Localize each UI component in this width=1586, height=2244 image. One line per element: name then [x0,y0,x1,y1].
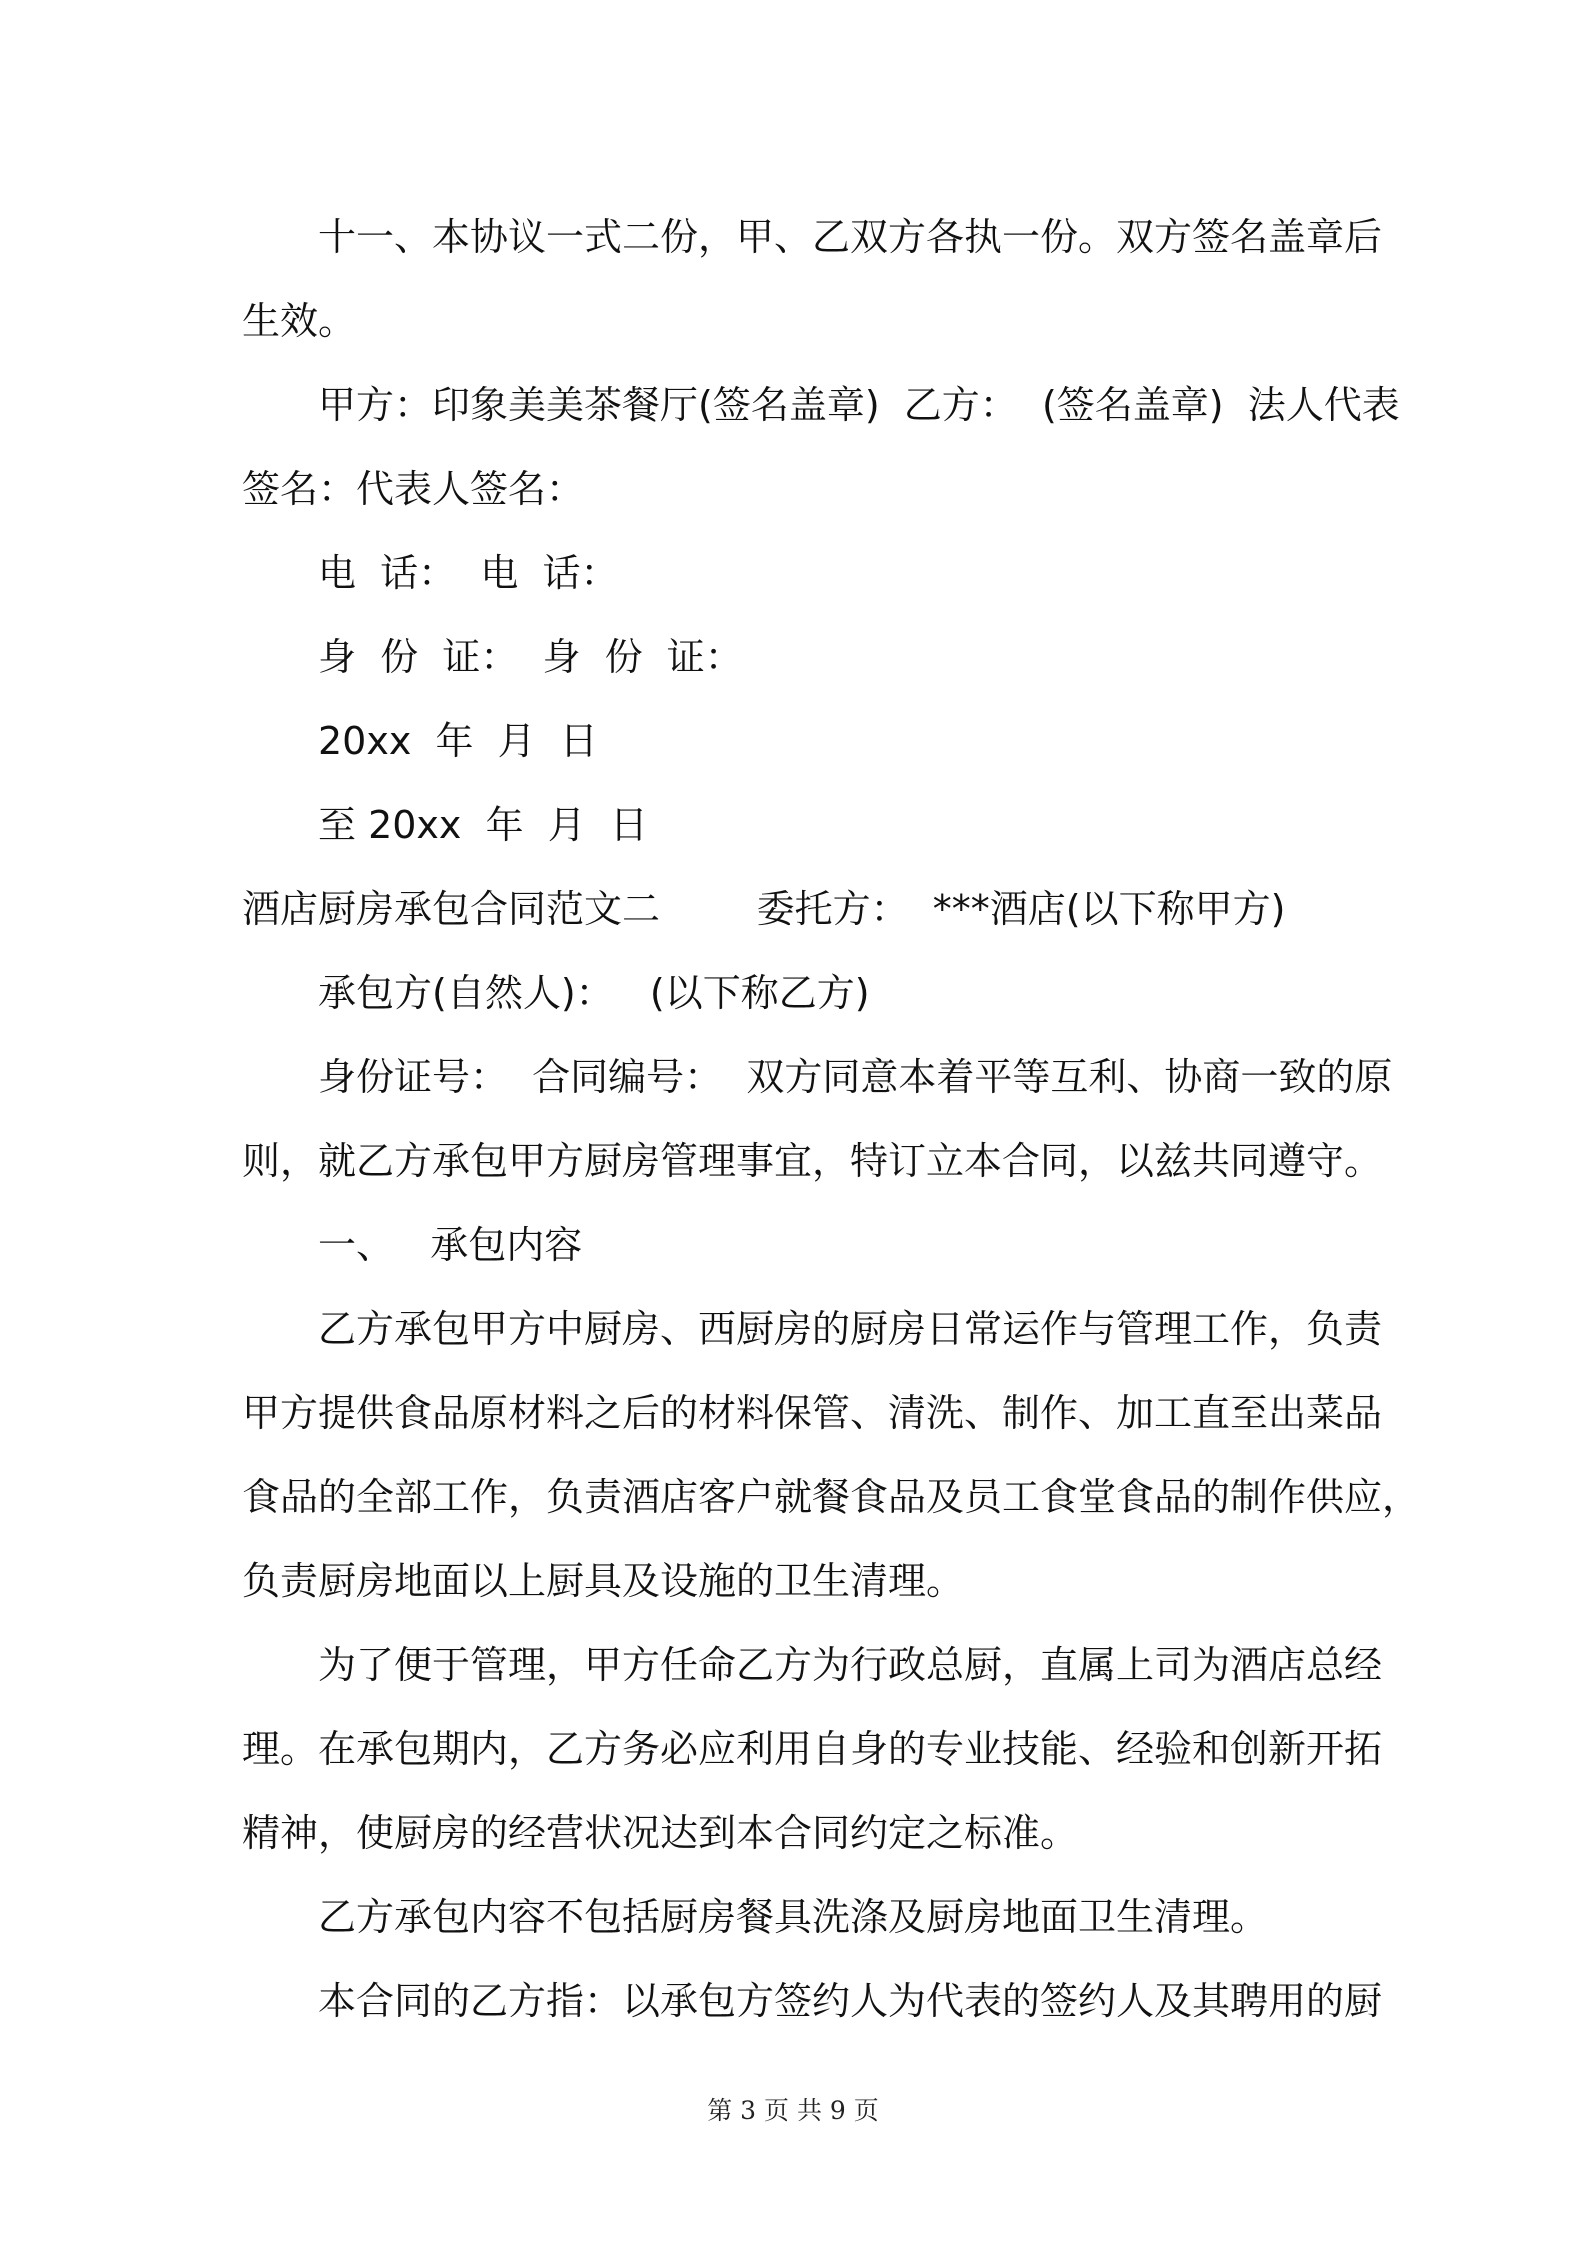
contract-two-heading-line: 酒店厨房承包合同范文二 委托方： ***酒店(以下称甲方) [242,887,1286,931]
scope-paragraph-line-3: 食品的全部工作，负责酒店客户就餐食品及员工食堂食品的制作供应， [242,1475,1421,1519]
id-card-line: 身 份 证： 身 份 证： [318,635,743,679]
signature-party-line-1: 甲方：印象美美茶餐厅(签名盖章) 乙方： (签名盖章) 法人代表 [318,383,1400,427]
management-paragraph-line-3: 精神，使厨房的经营状况达到本合同约定之标准。 [242,1811,1079,1855]
agreement-intro-line-1: 身份证号： 合同编号： 双方同意本着平等互利、协商一致的原 [318,1055,1393,1099]
date-line-start: 20xx 年 月 日 [318,719,598,763]
section-one-heading: 一、 承包内容 [318,1223,583,1267]
clause-eleven-line-1: 十一、本协议一式二份，甲、乙双方各执一份。双方签名盖章后 [318,215,1383,259]
scope-paragraph-line-4: 负责厨房地面以上厨具及设施的卫生清理。 [242,1559,965,1603]
clause-eleven-line-2: 生效。 [242,299,357,343]
date-line-end: 至 20xx 年 月 日 [318,803,648,847]
agreement-intro-line-2: 则，就乙方承包甲方厨房管理事宜，特订立本合同，以兹共同遵守。 [242,1139,1383,1183]
scope-paragraph-line-2: 甲方提供食品原材料之后的材料保管、清洗、制作、加工直至出菜品 [242,1391,1383,1435]
phone-line: 电 话： 电 话： [318,551,619,595]
signature-party-line-2: 签名：代表人签名： [242,467,585,511]
definition-paragraph-line-1: 本合同的乙方指：以承包方签约人为代表的签约人及其聘用的厨 [318,1979,1383,2023]
scope-paragraph-line-1: 乙方承包甲方中厨房、西厨房的厨房日常运作与管理工作，负责 [318,1307,1383,1351]
contractor-line: 承包方(自然人)： (以下称乙方) [318,971,870,1015]
management-paragraph-line-2: 理。在承包期内，乙方务必应利用自身的专业技能、经验和创新开拓 [242,1727,1383,1771]
management-paragraph-line-1: 为了便于管理，甲方任命乙方为行政总厨，直属上司为酒店总经 [318,1643,1383,1687]
page-number-footer: 第 3 页 共 9 页 [707,2096,879,2125]
exclusion-paragraph: 乙方承包内容不包括厨房餐具洗涤及厨房地面卫生清理。 [318,1895,1269,1939]
